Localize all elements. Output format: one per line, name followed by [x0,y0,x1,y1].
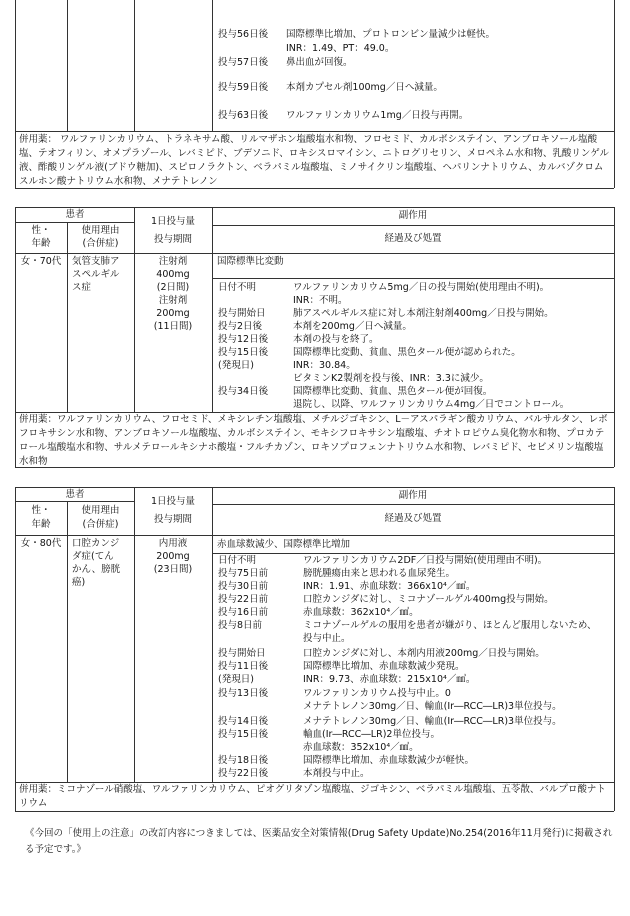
case3-desc-1: ワルファリンカリウム2DF／日投与開始(使用理由不明)。 [303,555,548,566]
case2-header-sex: 性・ [31,225,51,236]
case3-header-patient: 患者 [65,489,85,500]
case2-desc-1b: INR：不明。 [293,295,348,306]
case1-desc-4: ワルファリンカリウム1mg／日投与再開。 [286,110,469,121]
case2-desc-7a: 国際標準比変動、貧血、黒色タール便が回復。 [293,386,493,397]
case2-adverse: 国際標準比変動 [217,256,284,267]
case2-dose-1: 注射剤 [158,256,188,267]
case3-reason-1: 口腔カンジ [72,538,120,549]
case3-time-3: 投与30日前 [218,581,269,592]
case1-desc-1a: 国際標準比増加、プロトロンビン量減少は軽快。 [286,29,496,40]
case3-dose-1: 内用液 [158,538,188,549]
case2-sexage: 女・70代 [20,256,62,267]
case3-time-14: 投与22日後 [218,768,269,779]
case2-desc-4: 本剤の投与を終了。 [293,334,379,345]
case2-header-adverse: 副作用 [398,210,428,221]
case3-sexage: 女・80代 [20,538,62,549]
case3-header-sex: 性・ [31,505,51,516]
case3-header-course: 経過及び処置 [384,513,442,524]
case2-header-age: 年齢 [31,238,51,249]
case3-header-period: 投与期間 [153,514,192,525]
case3-reason-2: ダ症(てん [72,551,114,562]
case2-dose-4: 注射剤 [158,295,188,306]
case3-header-complication: (合併症) [82,519,119,530]
case2-desc-3: 本剤を200mg／日へ減量。 [293,321,412,332]
case2-dose-2: 400mg [156,269,190,280]
case2-header-course: 経過及び処置 [384,233,442,244]
case3-time-8: 投与11日後 [218,661,269,672]
case3-dose-3: (23日間) [153,564,193,575]
case2-header-complication: (合併症) [82,238,119,249]
case3-dose-2: 200mg [156,551,190,562]
case3-reason-3: かん、膀胱 [72,564,121,575]
case2-time-3: 投与2日後 [218,321,263,332]
case3-desc-6a: ミコナゾールゲルの服用を患者が嫌がり、ほとんど服用しないため、 [303,620,597,631]
case3-time-2: 投与75日前 [218,568,269,579]
case2-dose-6: (11日間) [153,321,193,332]
case3-time-13: 投与18日後 [218,755,269,766]
case3-time-1: 日付不明 [218,555,257,566]
case3-desc-10a: ワルファリンカリウム投与中止。0 [303,688,451,699]
case1-time-2: 投与57日後 [218,57,269,68]
case2-header-reason: 使用理由 [81,225,120,236]
case3-time-5: 投与16日前 [218,607,269,618]
case1-time-3: 投与59日後 [218,82,269,93]
case3-desc-7: 口腔カンジダに対し、本剤内用液200mg／日投与開始。 [303,648,545,659]
case3-time-4: 投与22日前 [218,594,269,605]
case2-desc-2: 肺アスペルギルス症に対し本剤注射剤400mg／日投与開始。 [293,308,554,319]
footnote: 《今回の「使用上の注意」の改訂内容につきましては、医薬品安全対策情報(Drug Safety Update)No.254(2016年11月発行)に掲載される予定です。》 [25,828,613,855]
case3-desc-2: 膀胱腫瘍由来と思われる血尿発生。 [303,568,456,579]
case3-time-6: 投与8日前 [218,620,263,631]
case1-time-1: 投与56日後 [218,29,269,40]
case2-dose-3: (2日間) [156,282,190,293]
case2-time-6: (発現日) [218,360,254,371]
case3-desc-6b: 投与中止。 [303,633,351,644]
case2-time-4: 投与12日後 [218,334,269,345]
case3-time-11: 投与14日後 [218,716,269,727]
case2-header-period: 投与期間 [153,234,192,245]
case3-desc-12a: 輸血(Ir―RCC―LR)2単位投与。 [303,729,440,740]
case3-reason-4: 癌) [72,577,86,588]
case3-desc-11: メナテトレノン30mg／日、輸血(Ir―RCC―LR)3単位投与。 [303,716,562,727]
case3-header-dose: 1日投与量 [150,496,196,507]
case1-desc-3: 本剤カプセル剤100mg／日へ減量。 [286,82,443,93]
case2-time-2: 投与開始日 [218,308,266,319]
case3-desc-3: INR：1.91、赤血球数：366x10⁴／㎣。 [303,581,476,592]
case3-header-adverse: 副作用 [398,490,428,501]
case3-desc-8: 国際標準比増加、赤血球数減少発現。 [303,661,465,672]
case2-header-dose: 1日投与量 [150,216,196,227]
case2-concomitant: 併用薬：ワルファリンカリウム、フロセミド、メキシレチン塩酸塩、メチルジゴキシン、L－アスパラギン酸カリウム、バルサルタン、レボフロキサシン水和物、アンブロキソール塩酸塩、カルボシステイン、モキシフロキサシン塩酸塩、チオトロピウム臭化物水和物、プロカテロール塩酸塩水和物、サルメテロールキシナホ酸塩・フルチカゾン、ロキソプロフェンナトリウム水和物、レバミピド、セビメリン塩酸塩水和物 [19,414,608,467]
case2-reason-2: スペルギル [72,269,120,280]
case2-time-5: 投与15日後 [218,347,269,358]
case3-header-reason: 使用理由 [81,505,120,516]
case3-time-9: (発現日) [218,674,254,685]
case3-desc-10b: メナテトレノン30mg／日、輸血(Ir―RCC―LR)3単位投与。 [303,701,562,712]
case2-time-7: 投与34日後 [218,386,269,397]
case3-header-age: 年齢 [31,519,51,530]
case3-desc-9: INR：9.73、赤血球数：215x10⁴／㎣。 [303,674,476,685]
case3-adverse: 赤血球数減少、国際標準比増加 [217,539,351,550]
case2-reason-3: ス症 [72,282,92,293]
case3-desc-4: 口腔カンジダに対し、ミコナゾールゲル400mg投与開始。 [303,594,554,605]
case3-concomitant: 併用薬：ミコナゾール硝酸塩、ワルファリンカリウム、ピオグリタゾン塩酸塩、ジゴキシン、ベラパミル塩酸塩、五苓散、バルプロ酸ナトリウム [19,784,606,809]
case3-desc-13: 国際標準比増加、赤血球数減少が軽快。 [303,755,475,766]
case2-desc-6b: ビタミンK2製剤を投与後、INR：3.3に減少。 [293,373,489,384]
case3-time-12: 投与15日後 [218,729,269,740]
case2-dose-5: 200mg [156,308,190,319]
case3-desc-5: 赤血球数：362x10⁴／㎣。 [303,607,419,618]
case2-time-1: 日付不明 [218,282,257,293]
case2-reason-1: 気管支肺ア [72,256,120,267]
case1-concomitant: 併用薬： ワルファリンカリウム、トラネキサム酸、リルマザホン塩酸塩水和物、フロセミド、カルボシステイン、アンブロキソール塩酸塩、テオフィリン、オメプラゾール、レバミピド、ブデソニド、ロキシスロマイシン、ニトログリセリン、メロペネム水和物、乳酸リンゲル液、酢酸リンゲル液(ブドウ糖加)、スピロノラクトン、ベラパミル塩酸塩、ミノサイクリン塩酸塩、ヘパリンナトリウム、カルバゾクロムスルホン酸ナトリウム水和物、メナテトレノン [19,134,609,187]
case3-time-10: 投与13日後 [218,688,269,699]
case3-desc-14: 本剤投与中止。 [303,768,370,779]
case2-desc-5: 国際標準比変動、貧血、黒色タール便が認められた。 [293,347,521,358]
case2-desc-1a: ワルファリンカリウム5mg／日の投与開始(使用理由不明)。 [293,282,550,293]
case2-header-patient: 患者 [65,209,85,220]
case1-desc-1b: INR：1.49、PT：49.0。 [286,43,395,54]
case1-time-4: 投与63日後 [218,110,269,121]
case3-time-7: 投与開始日 [218,648,266,659]
case1-desc-2: 鼻出血が回復。 [286,57,353,68]
case2-desc-7b: 退院し、以降、ワルファリンカリウム4mg／日でコントロール。 [293,399,570,410]
case3-desc-12b: 赤血球数：352x10⁴／㎣。 [303,742,419,753]
case2-desc-6a: INR：30.84。 [293,360,356,371]
